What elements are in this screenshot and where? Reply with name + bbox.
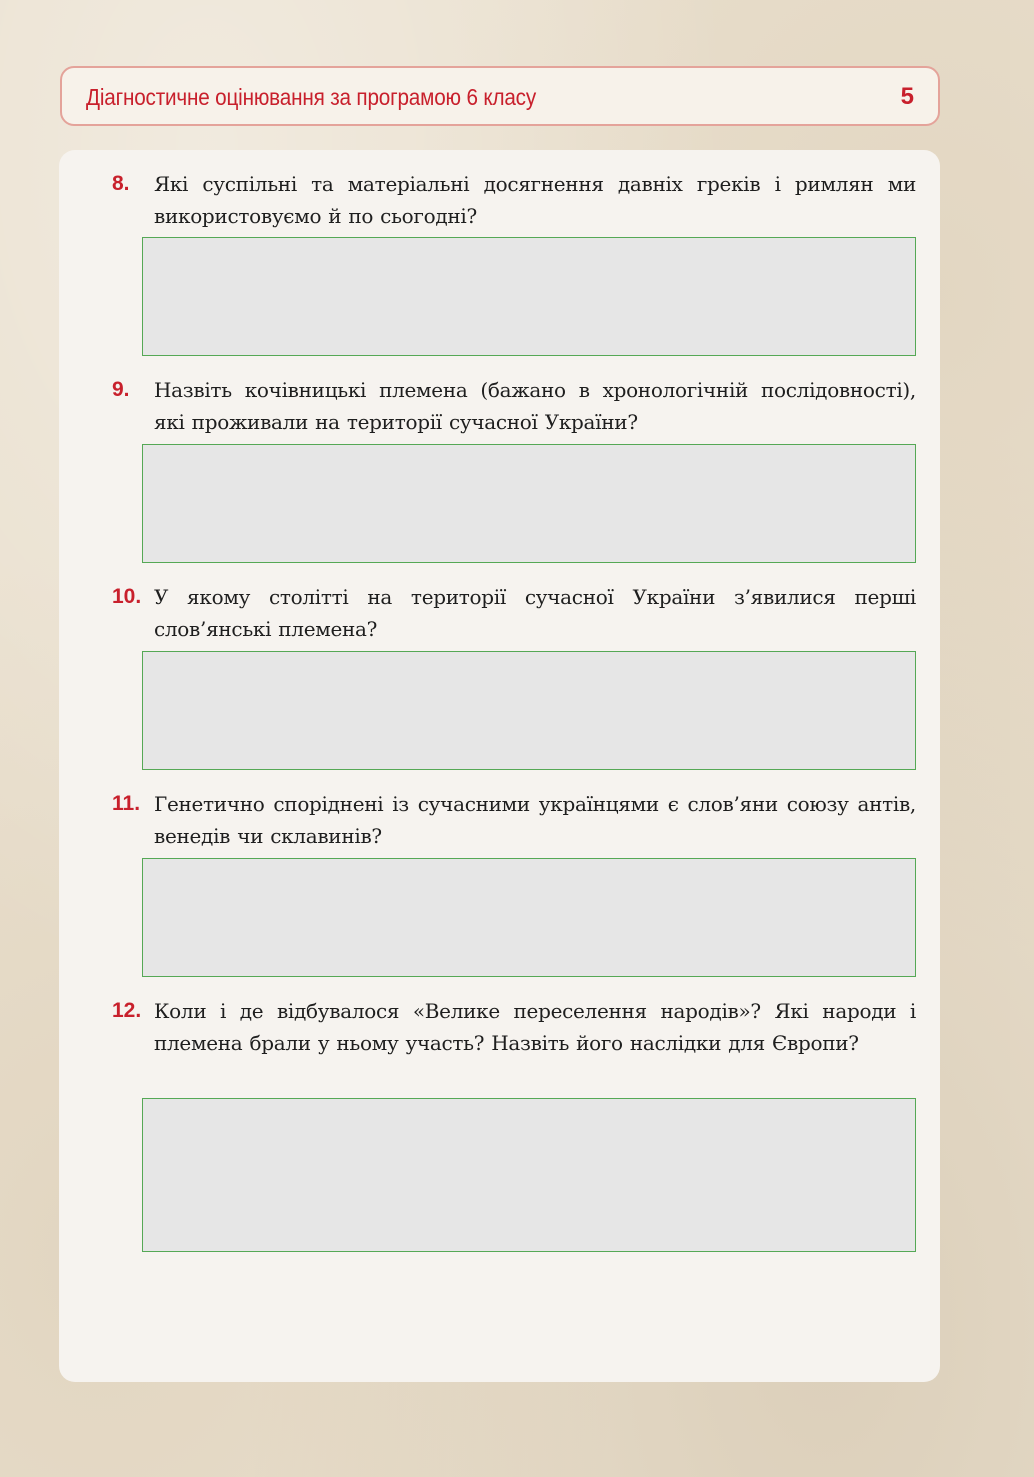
question-number: 11.: [112, 792, 141, 815]
question-text: Коли і де відбувалося «Велике переселення народів»? Які народи і племена брали у ньому участь? Назвіть його наслідки для Європи?: [154, 999, 916, 1055]
question-number: 12.: [112, 999, 142, 1022]
question-text: У якому столітті на території сучасної України з’явилися перші слов’янські племена?: [154, 585, 916, 641]
answer-box-9[interactable]: [142, 444, 916, 563]
question-12: [112, 995, 916, 1059]
page-header: [60, 66, 940, 126]
question-11: [112, 788, 916, 852]
question-number: 10.: [112, 585, 142, 608]
answer-box-10[interactable]: [142, 651, 916, 770]
question-text: Генетично споріднені із сучасними українцями є слов’яни союзу антів, венедів чи склавинів?: [154, 792, 916, 848]
page-title: Діагностичне оцінювання за програмою 6 класу: [86, 84, 537, 110]
question-number: 9.: [112, 378, 130, 401]
question-text: Назвіть кочівницькі племена (бажано в хронологічній послідовності), які проживали на території сучасної України?: [154, 378, 916, 434]
question-text: Які суспільні та матеріальні досягнення давніх греків і римлян ми використовуємо й по сьогодні?: [154, 172, 916, 228]
answer-box-8[interactable]: [142, 237, 916, 356]
question-8: [112, 168, 916, 232]
question-10: [112, 581, 916, 645]
question-number: 8.: [112, 172, 130, 195]
page-number: 5: [900, 83, 914, 110]
question-9: [112, 374, 916, 438]
answer-box-12[interactable]: [142, 1098, 916, 1252]
answer-box-11[interactable]: [142, 858, 916, 977]
